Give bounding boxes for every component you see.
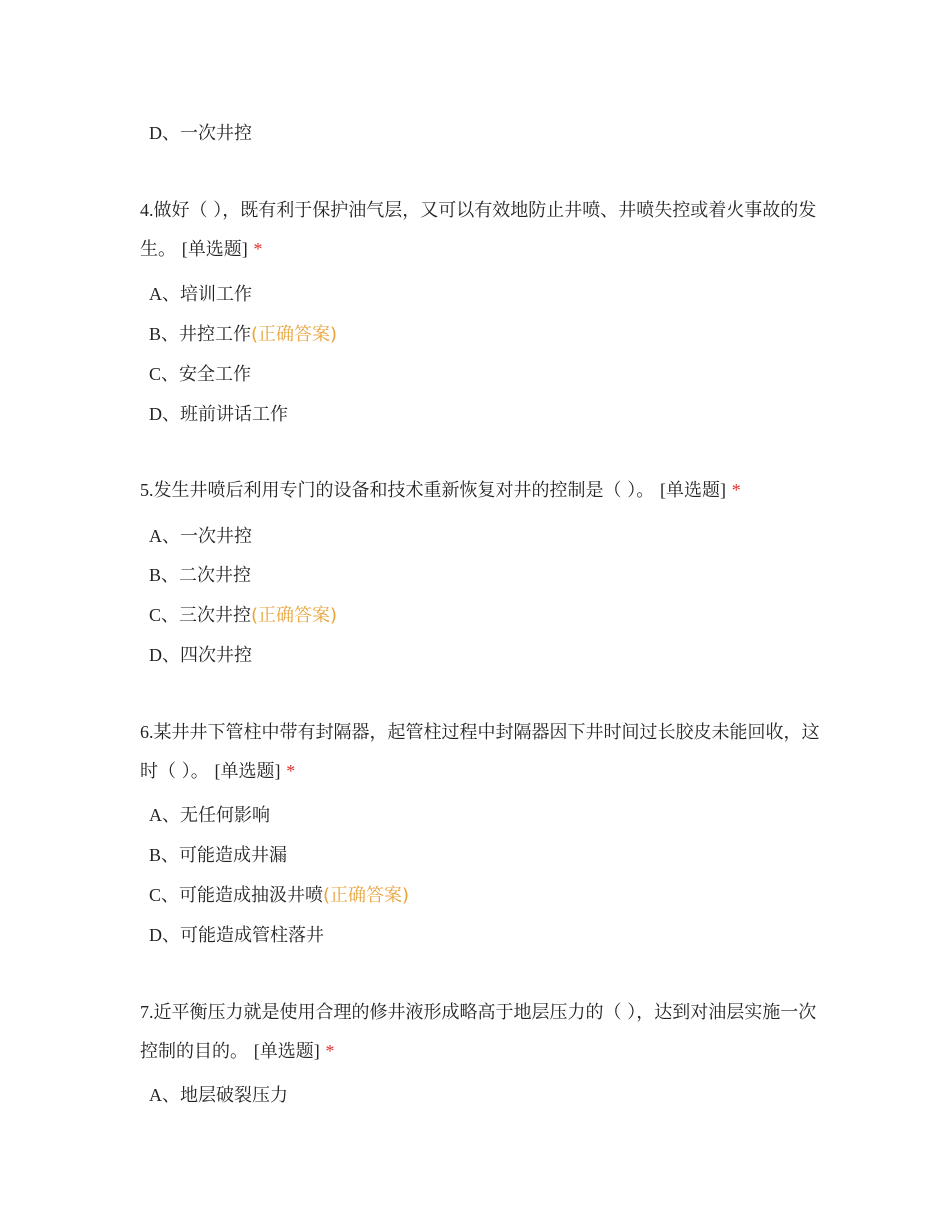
question-number: 7.: [140, 1002, 154, 1022]
option-letter: D、: [149, 645, 180, 665]
option-letter: A、: [149, 526, 180, 546]
option-letter: D、: [149, 404, 180, 424]
question-title: [140, 471, 820, 510]
option-item: [149, 322, 337, 347]
question-type: [单选题]: [214, 761, 281, 781]
option-item: [149, 563, 251, 588]
option-text: 四次井控: [180, 645, 252, 666]
required-mark: *: [286, 761, 296, 781]
question-title: [140, 993, 820, 1071]
option-text: 班前讲话工作: [180, 404, 288, 425]
question-number: 4.: [140, 200, 154, 220]
option-item: [149, 603, 337, 628]
question-title: [140, 191, 820, 269]
option-item: [149, 923, 324, 948]
option-letter: A、: [149, 284, 180, 304]
option-text: 可能造成井漏: [179, 845, 288, 866]
question-type: [单选题]: [181, 239, 248, 259]
question-title: [140, 713, 820, 791]
question-number: 6.: [140, 722, 154, 742]
question-text: 某井井下管柱中带有封隔器，起管柱过程中封隔器因下井时间过长胶皮未能回收，这时（ ）。: [140, 722, 820, 782]
required-mark: *: [731, 480, 741, 500]
option-text: 一次井控: [180, 123, 252, 144]
required-mark: *: [253, 239, 263, 259]
option-text: 三次井控: [179, 605, 252, 626]
option-letter: A、: [149, 805, 180, 825]
option-item: [149, 362, 251, 387]
option-letter: D、: [149, 925, 180, 945]
question-text: 近平衡压力就是使用合理的修井液形成略高于地层压力的（ ），达到对油层实施一次控制的目的。: [140, 1002, 817, 1062]
option-text: 可能造成管柱落井: [180, 925, 324, 946]
option-item: [149, 643, 252, 668]
correct-answer-tag: (正确答案): [323, 885, 410, 906]
option-item: [149, 1083, 288, 1108]
question-text: 发生井喷后利用专门的设备和技术重新恢复对井的控制是（ ）。: [153, 480, 655, 501]
option-letter: B、: [149, 845, 180, 865]
option-item: [149, 803, 270, 828]
option-text: 井控工作: [179, 324, 252, 345]
option-text: 培训工作: [180, 284, 252, 305]
option-text: 安全工作: [179, 364, 252, 385]
option-item: [149, 883, 409, 908]
option-letter: C、: [149, 605, 180, 625]
correct-answer-tag: (正确答案): [251, 605, 338, 626]
question-number: 5.: [140, 480, 154, 500]
option-text: 一次井控: [180, 526, 252, 547]
option-text: 无任何影响: [180, 805, 270, 826]
option-letter: A、: [149, 1085, 180, 1105]
option-text: 地层破裂压力: [180, 1085, 288, 1106]
correct-answer-tag: (正确答案): [251, 324, 338, 345]
option-text: 可能造成抽汲井喷: [179, 885, 324, 906]
option-item: [149, 843, 287, 868]
option-letter: D、: [149, 123, 180, 143]
question-type: [单选题]: [253, 1041, 320, 1061]
option-item: [149, 524, 252, 549]
option-item: [149, 282, 252, 307]
option-letter: B、: [149, 565, 180, 585]
question-type: [单选题]: [659, 480, 726, 500]
option-item: [149, 121, 252, 146]
option-item: [149, 402, 288, 427]
question-text: 做好（ ），既有利于保护油气层，又可以有效地防止井喷、井喷失控或着火事故的发生。: [140, 200, 817, 260]
option-text: 二次井控: [179, 565, 252, 586]
option-letter: C、: [149, 885, 180, 905]
option-letter: B、: [149, 324, 180, 344]
required-mark: *: [325, 1041, 335, 1061]
option-letter: C、: [149, 364, 180, 384]
